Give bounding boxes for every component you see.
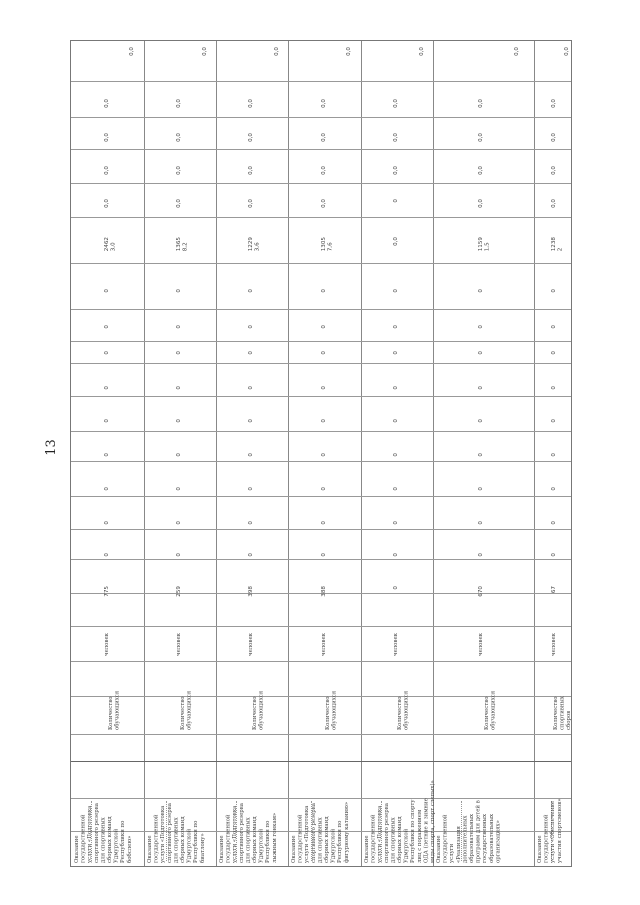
row-value: 0,0 [393,133,400,142]
row-value: 0 [176,487,183,491]
row-value: 0 [320,351,327,355]
row-value: 0 [103,419,110,423]
row-value: 0,0 [550,99,557,108]
row-value: 0,0 [176,166,183,175]
row-indicator: Количество обучающихся [397,690,410,730]
row-value: 0 [320,453,327,457]
row-value: 0,0 [478,199,485,208]
row-value: 1238 2 [550,237,564,252]
row-unit: человек [103,632,110,656]
row-value: 0 [176,386,183,390]
row-value: 0,0 [103,166,110,175]
page-number: 13 [43,439,59,456]
row-value: 0 [248,351,255,355]
row-value: 0,0 [393,237,400,246]
row-value: 388 [320,586,327,597]
row-value: 0 [176,351,183,355]
row-value: 0,0 [478,133,485,142]
row-value: 0 [393,199,400,203]
row-description: Оказание государственной услуги «Обеспечение участия спортсменов» [537,798,563,863]
row-description: Оказание государственной услуги «Подготовка спортивного резерва для спортивных сборных команд Удмуртской Республики по бобслею» [74,802,133,863]
row-value-last: 0,0 [273,47,280,56]
row-unit: человек [176,632,183,656]
row-value: 0 [393,351,400,355]
row-value: 0 [176,553,183,557]
row-value: 0,0 [393,99,400,108]
row-value: 0 [248,419,255,423]
row-unit: человек [550,632,557,656]
row-value: 0 [478,289,485,293]
row-description: Оказание государственной услуги «Подготовка спортивного резерва для спортивных сборных команд Удмуртской Республики по фигурному катанию» [291,801,350,863]
row-value: 0 [320,325,327,329]
row-value: 0 [176,521,183,525]
row-value: 0 [478,325,485,329]
row-value: 0 [478,553,485,557]
row-description: Оказание государственной услуги «Реализация дополнительных образовательных программ для детей в государственных образовательных организациях» [436,800,502,863]
row-value: 0 [103,553,110,557]
row-indicator: Количество спортивных сборов [552,696,572,730]
row-description: Оказание государственной услуги «Подготовка спортивного резерва для спортивных сборных команд Удмуртской Республики по лыжным гонкам» [219,802,278,863]
row-value: 0 [550,487,557,491]
row-value: 0 [478,351,485,355]
row-value: 1159 1,5 [478,237,492,252]
row-value: 0,0 [478,166,485,175]
row-unit: человек [478,632,485,656]
row-value: 0 [103,453,110,457]
row-description: Оказание государственной услуги «Подготовка спортивного резерва для спортивных сборных команд Удмуртской Республики по биатлону» [147,802,206,863]
row-value: 398 [248,586,255,597]
row-value: 0,0 [103,199,110,208]
row-value: 0 [103,487,110,491]
row-value: 0 [550,325,557,329]
row-indicator: Количество обучающихся [252,690,265,730]
row-value: 0 [103,521,110,525]
row-value: 1305 7,6 [320,237,334,252]
row-value: 0 [176,289,183,293]
row-value-last: 0,0 [563,47,570,56]
row-value: 0 [478,386,485,390]
row-value: 0,0 [248,199,255,208]
row-value: 0 [248,386,255,390]
row-value: 0 [478,521,485,525]
row-value: 0 [393,325,400,329]
row-value-last: 0,0 [513,47,520,56]
row-value: 0 [550,553,557,557]
row-value: 259 [176,586,183,597]
row-value: 0,0 [550,166,557,175]
row-value: 0,0 [248,99,255,108]
row-value: 0 [248,453,255,457]
row-value: 0 [248,521,255,525]
row-value: 2462 3,0 [103,237,117,252]
row-value-last: 0,0 [346,47,353,56]
row-value-last: 0,0 [201,47,208,56]
row-value: 0,0 [550,199,557,208]
row-value: 0,0 [550,133,557,142]
row-value: 0 [393,521,400,525]
row-value: 0 [103,289,110,293]
row-value: 0 [393,419,400,423]
row-value: 0 [248,289,255,293]
row-description: Оказание государственной услуги «Подготовка спортивного резерва для спортивных сборных команд Удмуртской Республики по спорту лиц с поражением ОДА (летние и зимние виды спорта, спорт слепых)» [364,780,436,863]
row-value: 0 [550,386,557,390]
row-value: 0,0 [176,99,183,108]
row-value: 0 [320,386,327,390]
row-value: 0 [393,289,400,293]
row-value: 0 [103,325,110,329]
row-value: 0 [320,419,327,423]
row-value: 670 [478,586,485,597]
row-value: 0 [550,453,557,457]
row-value: 1365 8,2 [176,237,189,252]
row-value: 0 [478,453,485,457]
row-value: 0 [176,325,183,329]
row-value: 0,0 [103,99,110,108]
row-value: 0 [320,289,327,293]
row-value: 0,0 [320,133,327,142]
row-value: 0 [248,325,255,329]
row-value: 0,0 [103,133,110,142]
row-value: 0,0 [248,166,255,175]
row-value: 0,0 [176,133,183,142]
row-indicator: Количество обучающихся [483,690,497,730]
row-unit: человек [248,632,255,656]
row-value: 0 [176,419,183,423]
row-value: 0 [478,487,485,491]
row-value: 0,0 [393,166,400,175]
row-value: 0 [393,487,400,491]
row-value: 0 [103,351,110,355]
row-value-last: 0,0 [418,47,425,56]
row-value: 1229 3,6 [248,237,261,252]
row-value: 0,0 [320,166,327,175]
row-value: 67 [550,586,557,594]
row-unit: человек [393,632,400,656]
row-value: 0 [320,487,327,491]
row-value: 0,0 [248,133,255,142]
row-value: 0,0 [478,99,485,108]
row-value: 0 [248,487,255,491]
row-indicator: Количество обучающихся [180,690,193,730]
row-value: 0 [248,553,255,557]
row-unit: человек [320,632,327,656]
row-value: 0 [393,553,400,557]
row-value: 0 [478,419,485,423]
row-value: 0 [320,553,327,557]
row-value: 0 [103,386,110,390]
row-value: 0 [550,289,557,293]
row-indicator: Количество обучающихся [324,690,338,730]
row-value: 0 [176,453,183,457]
row-value: 0 [550,351,557,355]
row-value: 0 [320,521,327,525]
row-value: 775 [103,586,110,597]
row-value: 0,0 [176,199,183,208]
row-value: 0 [550,521,557,525]
row-value: 0,0 [320,199,327,208]
row-value: 0 [393,386,400,390]
row-value: 0,0 [320,99,327,108]
row-value: 0 [550,419,557,423]
row-value-last: 0,0 [129,47,136,56]
row-indicator: Количество обучающихся [107,690,121,730]
row-value: 0 [393,453,400,457]
row-value: 0 [393,586,400,590]
data-table [70,40,572,867]
